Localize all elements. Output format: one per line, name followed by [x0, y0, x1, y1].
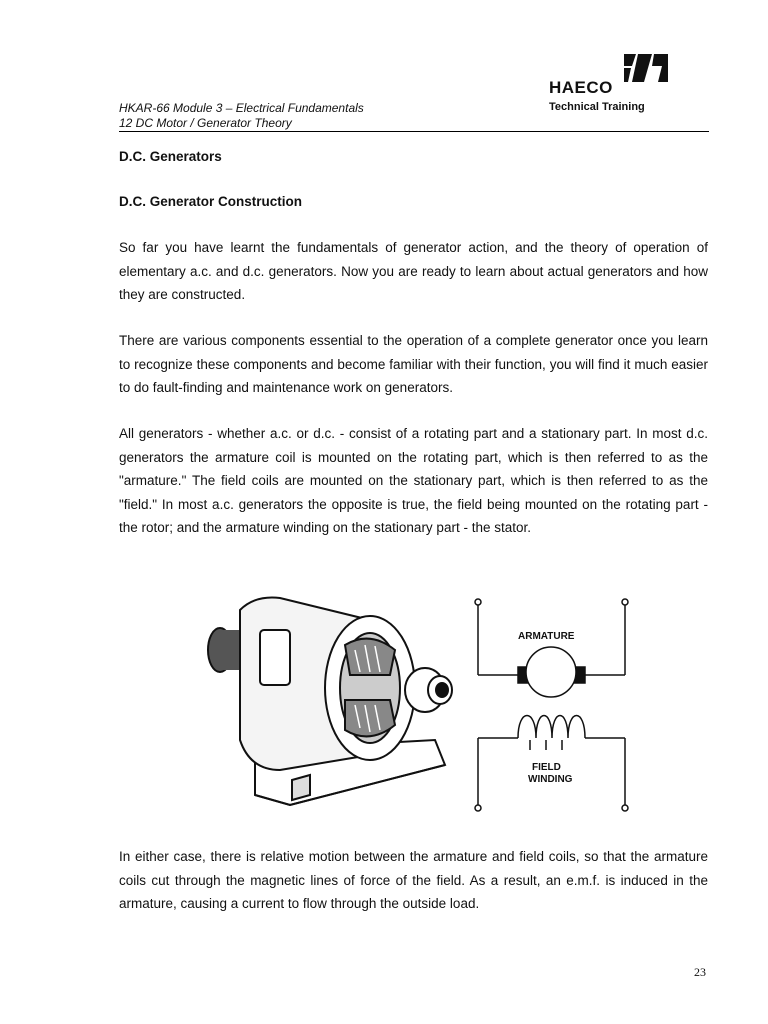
generator-drawing-icon [208, 598, 452, 806]
page-number: 23 [694, 965, 706, 979]
armature-schematic [475, 599, 628, 697]
section-title: D.C. Generators [119, 149, 222, 164]
paragraph-1: So far you have learnt the fundamentals of generator action, and the theory of operation of elementary a.c. and d.c. generators. Now you are ready to learn about actual generators and how they are constructed. [119, 240, 708, 302]
brand-subtitle: Technical Training [549, 101, 645, 113]
header-divider [119, 131, 709, 132]
subsection-title: D.C. Generator Construction [119, 194, 303, 209]
paragraph-3: All generators - whether a.c. or d.c. - consist of a rotating part and a stationary part. In most d.c. generators the armature coil is mounted on the rotating part, which is then referred to as the "armature." The field coils are mounted on the stationary part, which is then referred to as the "field." In most a.c. generators the opposite is true, the field being mounted on the rotating part - the rotor; and the armature winding on the stationary part - the stator. [119, 426, 708, 535]
armature-label: ARMATURE [518, 631, 575, 642]
field-label-line2: WINDING [528, 774, 573, 785]
header-module-info [119, 101, 364, 131]
paragraph-2: There are various components essential to the operation of a complete generator once you learn to recognize these components and become familiar with their function, you will find it much easier to do fault-finding and maintenance work on generators. [119, 333, 708, 395]
module-line: HKAR-66 Module 3 – Electrical Fundamentals [119, 101, 364, 115]
brand-name: HAECO [549, 78, 613, 97]
paragraph-4: In either case, there is relative motion between the armature and field coils, so that the armature coils cut through the magnetic lines of force of the field. As a result, an e.m.f. is induced in the armature, causing a current to flow through the outside load. [119, 849, 708, 911]
brand-block [549, 78, 679, 113]
topic-line: 12 DC Motor / Generator Theory [119, 116, 292, 130]
field-label-line1: FIELD [532, 762, 561, 773]
generator-figure [200, 590, 640, 820]
